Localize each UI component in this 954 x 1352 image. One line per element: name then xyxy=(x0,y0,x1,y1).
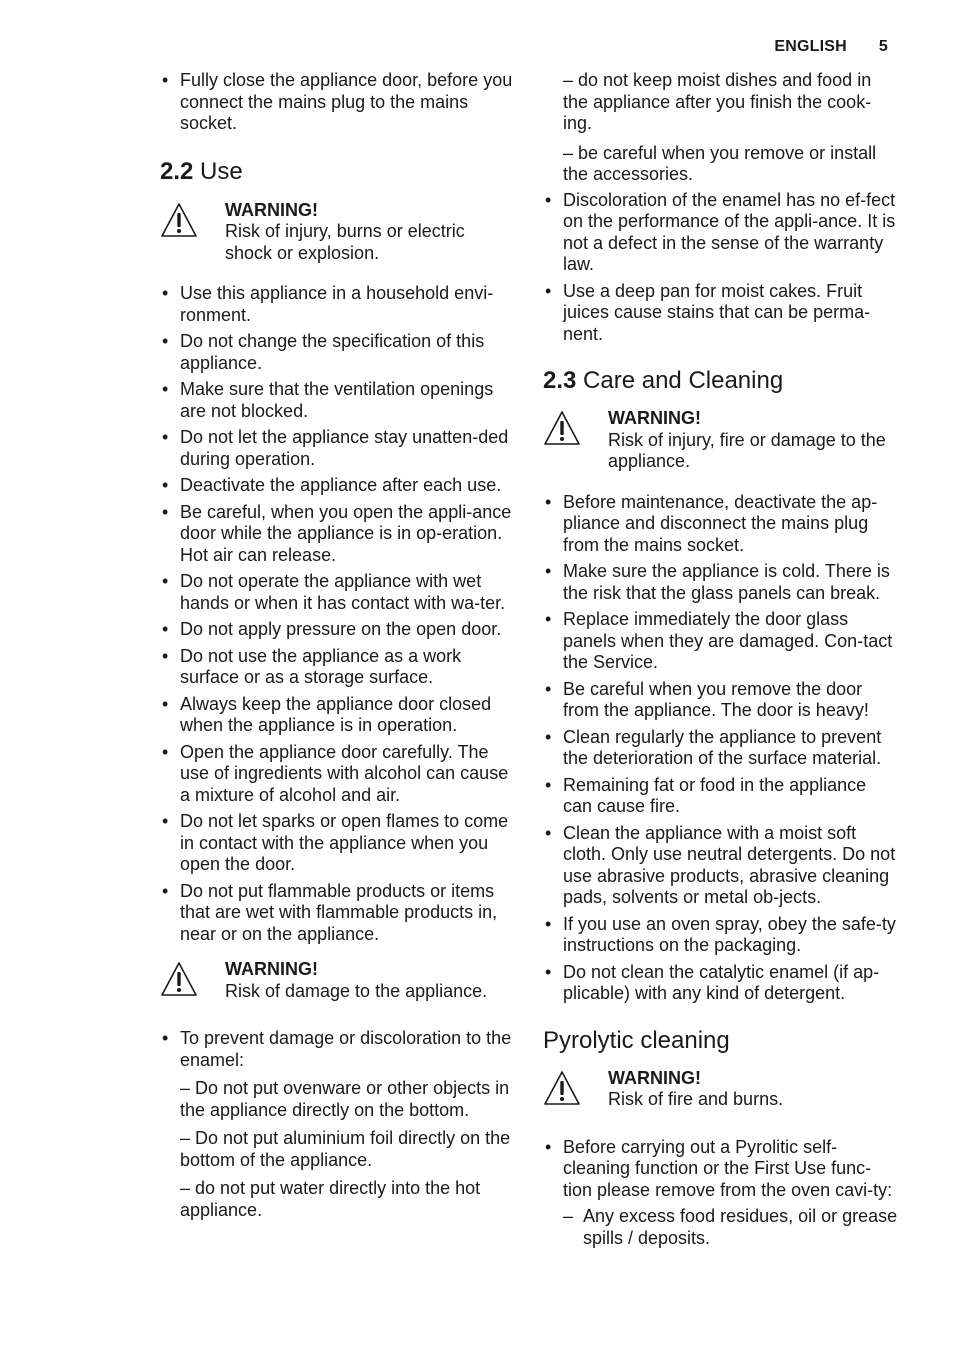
sub-item: – Do not put aluminium foil directly on the bottom of the appliance. xyxy=(180,1128,511,1170)
section-number: 2.2 xyxy=(160,157,194,185)
warning-icon xyxy=(543,1070,581,1106)
sub-item: – do not put water directly into the hot appliance. xyxy=(180,1178,481,1220)
list-item: • Do not change the specification of this appliance. xyxy=(160,331,516,374)
warning-title: WARNING! xyxy=(608,408,701,428)
dash-item xyxy=(543,1206,899,1249)
list-item: • Do not put flammable products or items that are wet with flammable products in, near or on the appliance. xyxy=(160,881,516,946)
continued-paragraph: – do not keep moist dishes and food in the appliance after you finish the cook-ing. xyxy=(563,70,872,133)
use-list xyxy=(160,283,516,945)
left-column xyxy=(160,70,516,1228)
list-item: • Use a deep pan for moist cakes. Fruit juices cause stains that can be perma-nent. xyxy=(543,281,899,346)
section-title: Use xyxy=(200,157,243,185)
warning-title: WARNING! xyxy=(225,199,318,220)
warning-text: Risk of damage to the appliance. xyxy=(225,980,488,1001)
dash-item-text: Any excess food residues, oil or grease spills / deposits. xyxy=(583,1206,898,1248)
list-item: • Before carrying out a Pyrolitic self-cleaning function or the First Use func-tion please remove from the oven cavi-ty: xyxy=(543,1137,899,1202)
list-item: • Discoloration of the enamel has no ef-fect on the performance of the appli-ance. It is not a defect in the sense of the warranty law. xyxy=(543,190,899,276)
section-number: 2.3 xyxy=(543,367,577,394)
list-item: • Do not clean the catalytic enamel (if ap-plicable) with any kind of detergent. xyxy=(543,962,899,1005)
list-item: • Be careful, when you open the appli-ance door while the appliance is in op-eration. Hot air can release. xyxy=(160,502,516,567)
list-item: • Do not apply pressure on the open door. xyxy=(160,619,516,641)
page-number: 5 xyxy=(878,38,888,55)
list-item: • Clean regularly the appliance to prevent the deterioration of the surface material. xyxy=(543,727,899,770)
dash-marker: – xyxy=(563,1206,574,1226)
list-item: • Do not operate the appliance with wet hands or when it has contact with wa-ter. xyxy=(160,571,516,614)
list-item: • Clean the appliance with a moist soft cloth. Only use neutral detergents. Do not use abrasive products, abrasive cleaning pads, solvents or metal ob-jects. xyxy=(543,823,899,909)
warning-title: WARNING! xyxy=(608,1067,701,1088)
warning-text: Risk of fire and burns. xyxy=(608,1089,784,1109)
section-heading-care xyxy=(543,367,899,395)
enamel-list xyxy=(160,1028,516,1221)
intro-list xyxy=(160,70,516,135)
pyrolytic-list xyxy=(543,1137,899,1202)
list-item-text: • To prevent damage or discoloration to the enamel: xyxy=(180,1028,512,1070)
care-list xyxy=(543,492,899,1005)
list-item: • Do not let the appliance stay unatten-ded during operation. xyxy=(160,427,516,470)
list-item: • Make sure the appliance is cold. There is the risk that the glass panels can break. xyxy=(543,561,899,604)
continued-list xyxy=(543,190,899,346)
right-column xyxy=(543,70,899,1249)
list-item: • Be careful when you remove the door from the appliance. The door is heavy! xyxy=(543,679,899,722)
warning-icon xyxy=(543,410,581,446)
page-header xyxy=(774,38,888,56)
warning-title: WARNING! xyxy=(225,959,318,979)
warning-text: Risk of injury, fire or damage to the appliance. xyxy=(608,429,886,471)
list-item: • Use this appliance in a household envi-ronment. xyxy=(160,283,516,326)
list-item: • If you use an oven spray, obey the safe-ty instructions on the packaging. xyxy=(543,914,899,957)
list-item: • Make sure that the ventilation openings are not blocked. xyxy=(160,379,516,422)
warning-block xyxy=(160,200,516,265)
warning-text: Risk of injury, burns or electric shock or explosion. xyxy=(225,221,465,263)
list-item: • Do not use the appliance as a work surface or as a storage surface. xyxy=(160,646,516,689)
sub-items xyxy=(180,1078,516,1221)
list-item: • Deactivate the appliance after each use. xyxy=(160,475,516,497)
section-heading-pyrolytic: Pyrolytic cleaning xyxy=(543,1026,730,1054)
list-item: • Before maintenance, deactivate the ap-pliance and disconnect the mains plug from the mains socket. xyxy=(543,492,899,557)
sub-item: – Do not put ovenware or other objects in the appliance directly on the bottom. xyxy=(180,1078,510,1120)
list-item: • Replace immediately the door glass panels when they are damaged. Con-tact the Service. xyxy=(543,609,899,674)
list-item: • Do not let sparks or open flames to come in contact with the appliance when you open the door. xyxy=(160,811,516,876)
language-label: ENGLISH xyxy=(774,38,847,55)
section-title: Care and Cleaning xyxy=(583,367,784,394)
list-item: • Open the appliance door carefully. The use of ingredients with alcohol can cause a mixture of alcohol and air. xyxy=(160,742,516,807)
list-item xyxy=(160,1028,516,1221)
warning-icon xyxy=(160,202,198,238)
warning-block xyxy=(543,1068,899,1118)
list-item: • Remaining fat or food in the appliance can cause fire. xyxy=(543,775,899,818)
list-item: • Fully close the appliance door, before you connect the mains plug to the mains socket. xyxy=(160,70,516,135)
list-item: • Always keep the appliance door closed when the appliance is in operation. xyxy=(160,694,516,737)
warning-block xyxy=(160,959,516,1009)
warning-icon xyxy=(160,961,198,997)
continued-paragraph: – be careful when you remove or install the accessories. xyxy=(563,142,877,184)
warning-block xyxy=(543,408,899,473)
section-heading-use xyxy=(160,158,516,186)
